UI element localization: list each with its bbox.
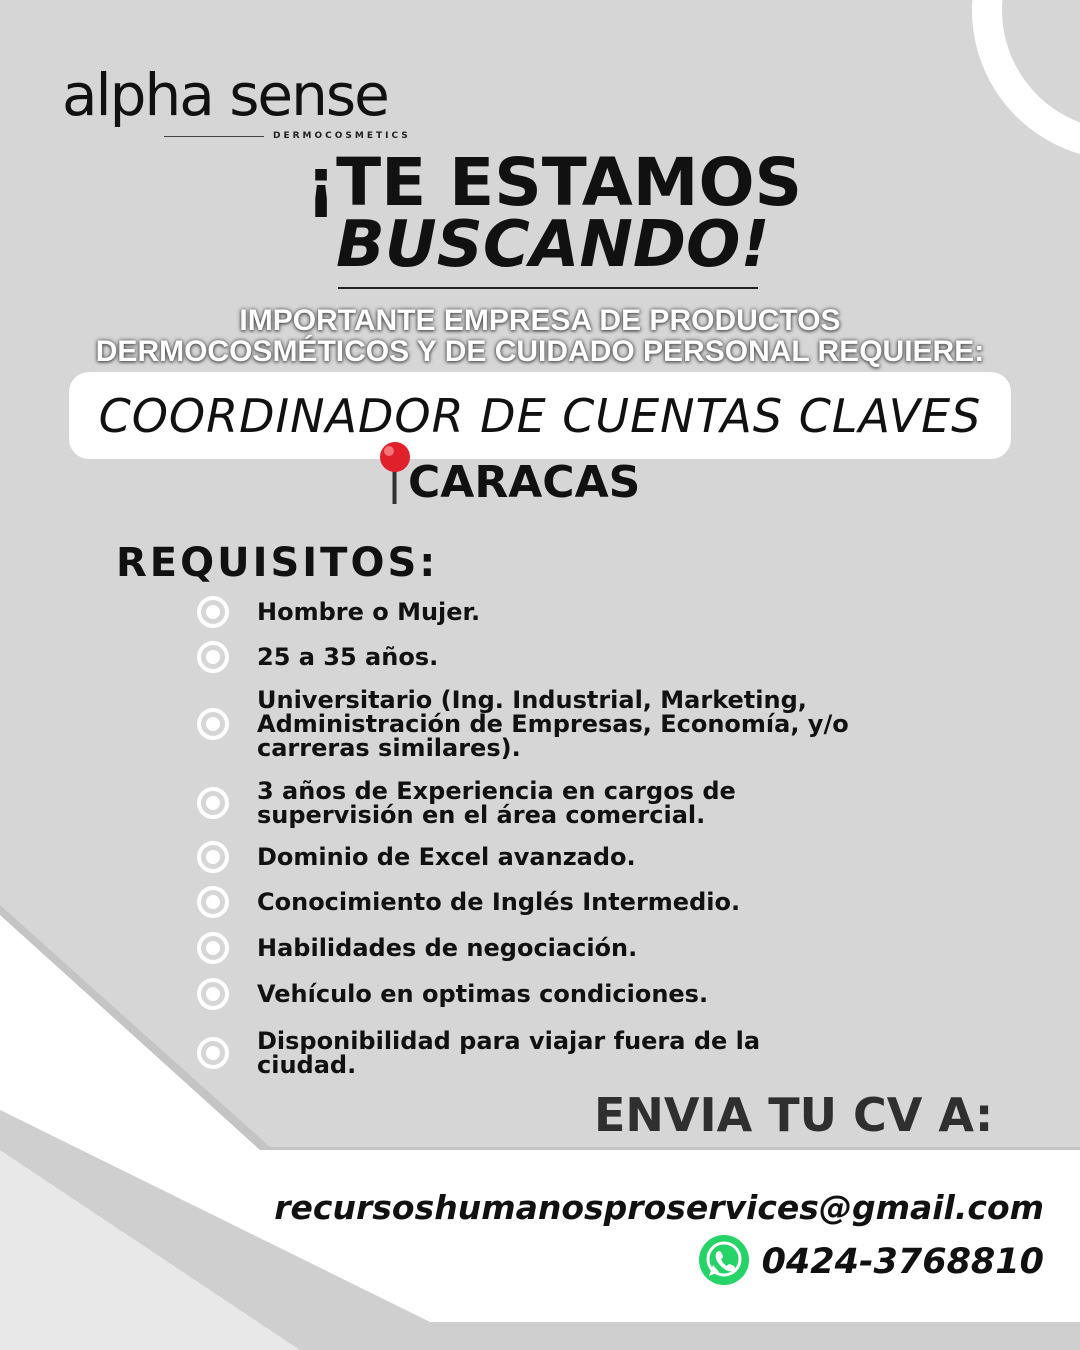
whatsapp-icon <box>698 1234 750 1290</box>
headline-line-1: ¡TE ESTAMOS <box>306 144 803 221</box>
intro-line-2: DERMOCOSMÉTICOS Y DE CUIDADO PERSONAL REQUIERE: <box>95 335 985 368</box>
requirements-title: REQUISITOS: <box>116 540 439 586</box>
requirement-text: Dominio de Excel avanzado. <box>257 843 636 871</box>
contact-phone[interactable]: 0424-3768810 <box>761 1242 1044 1282</box>
intro-text <box>0 305 1080 367</box>
requirement-text: Universitario (Ing. Industrial, Marketing, Administración de Empresas, Economía, y/o carreras similares). <box>257 686 849 762</box>
requirement-item <box>196 779 817 827</box>
contact-email[interactable]: recursoshumanosproservices@gmail.com <box>274 1188 1044 1227</box>
radio-bullet-icon <box>196 595 230 629</box>
requirement-text: Conocimiento de Inglés Intermedio. <box>257 888 741 916</box>
radio-bullet-icon <box>196 707 230 741</box>
logo-divider <box>164 136 264 137</box>
requirement-item <box>196 688 877 760</box>
requirement-item <box>196 840 897 874</box>
requirement-item <box>196 885 897 919</box>
intro-line-1: IMPORTANTE EMPRESA DE PRODUCTOS <box>239 304 841 337</box>
requirement-item <box>196 595 897 629</box>
requirement-item <box>196 640 897 674</box>
location-city: CARACAS <box>408 457 641 508</box>
radio-bullet-icon <box>196 931 230 965</box>
requirement-text: Disponibilidad para viajar fuera de la ciudad. <box>257 1027 761 1079</box>
headline-line-2: BUSCANDO! <box>336 208 770 282</box>
requirement-text: Vehículo en optimas condiciones. <box>257 980 709 1008</box>
radio-bullet-icon <box>196 1036 230 1070</box>
requirement-text: 25 a 35 años. <box>257 643 439 671</box>
radio-bullet-icon <box>196 885 230 919</box>
radio-bullet-icon <box>196 977 230 1011</box>
position-title: COORDINADOR DE CUENTAS CLAVES <box>98 388 982 443</box>
map-pin-icon <box>378 440 412 506</box>
requirement-item <box>196 1029 837 1077</box>
location <box>378 440 640 506</box>
radio-bullet-icon <box>196 640 230 674</box>
headline-divider <box>338 287 758 289</box>
radio-bullet-icon <box>196 786 230 820</box>
requirement-item <box>196 977 897 1011</box>
requirement-text: 3 años de Experiencia en cargos de supervisión en el área comercial. <box>257 777 736 829</box>
requirement-item <box>196 931 897 965</box>
requirement-text: Hombre o Mujer. <box>257 598 481 626</box>
brand-tagline: DERMOCOSMETICS <box>273 131 411 141</box>
radio-bullet-icon <box>196 840 230 874</box>
phone-row <box>0 1234 1044 1290</box>
brand-logo: alpha sense <box>62 61 388 129</box>
requirement-text: Habilidades de negociación. <box>257 934 638 962</box>
cta-heading: ENVIA TU CV A: <box>594 1088 994 1142</box>
